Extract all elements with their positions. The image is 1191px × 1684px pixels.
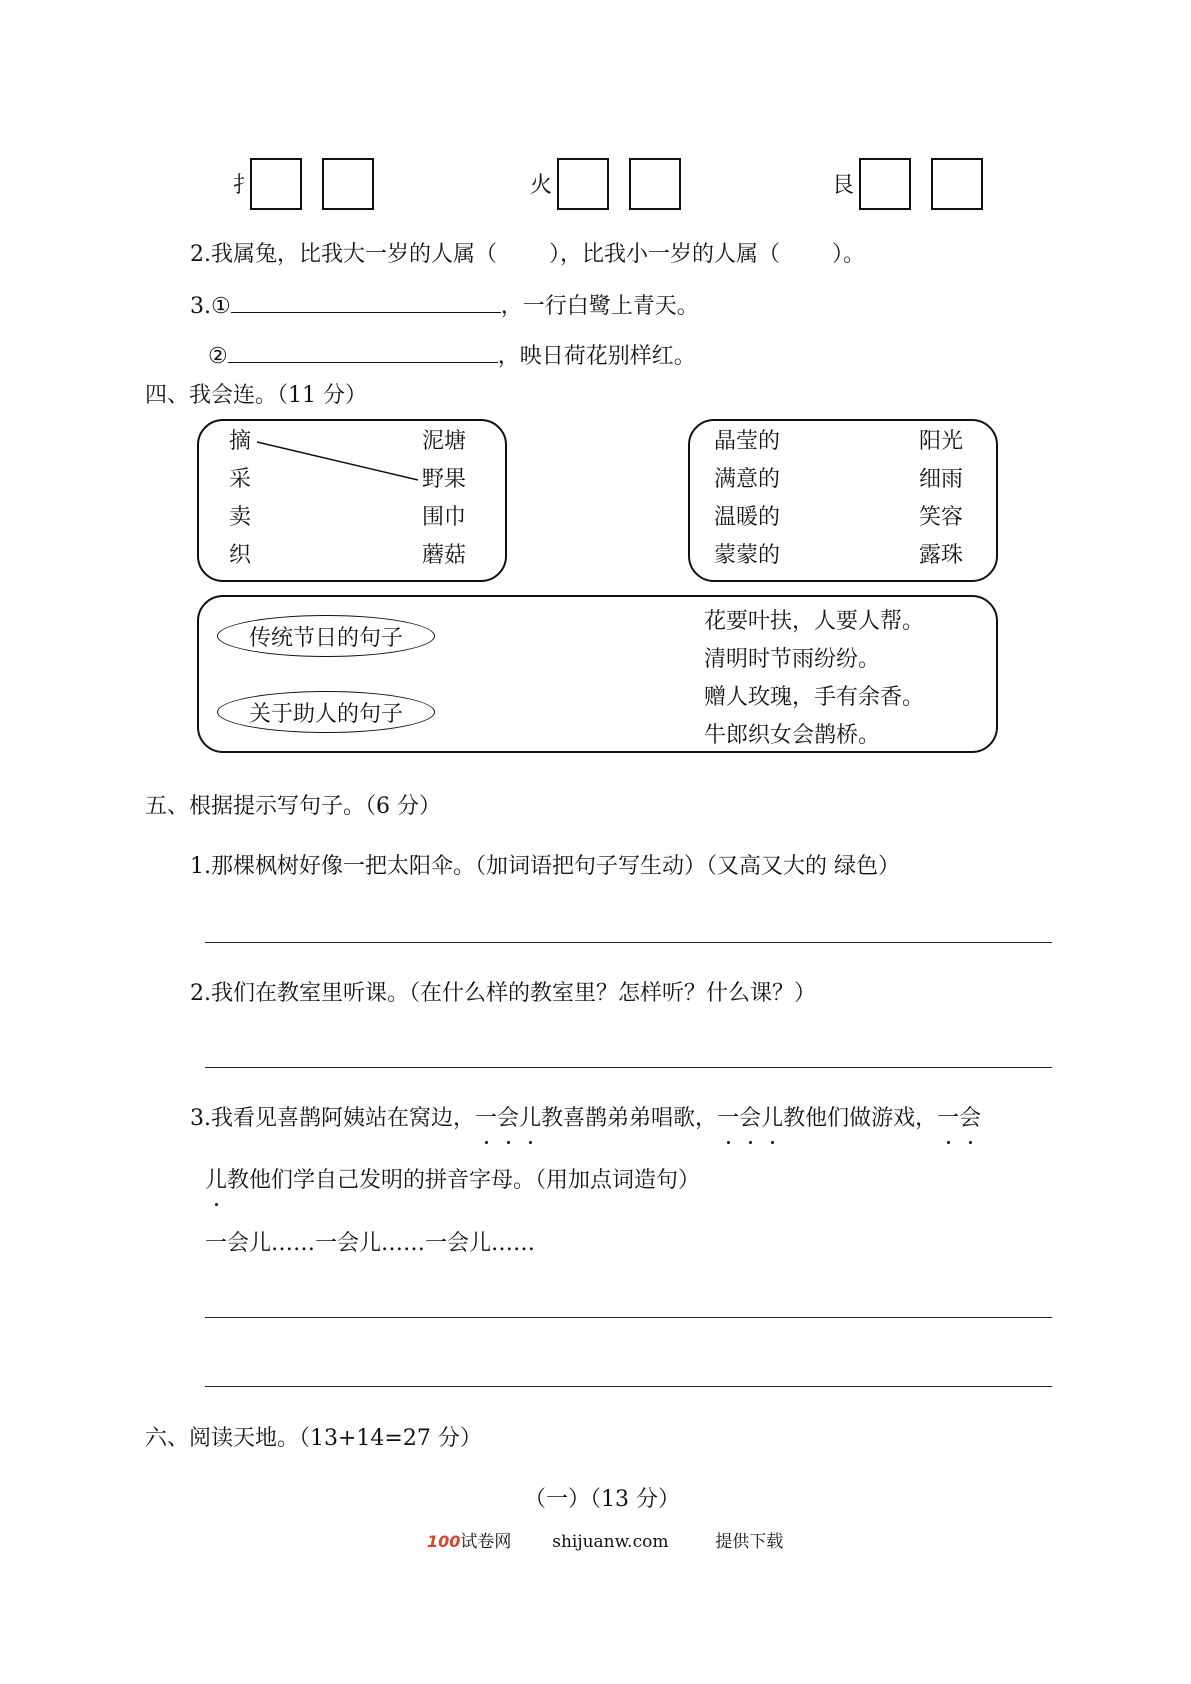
answer-box[interactable]	[250, 158, 302, 210]
answer-line[interactable]	[205, 1067, 1052, 1068]
match-right-item[interactable]: 野果	[422, 467, 467, 492]
dotted-word: 一会儿	[475, 1106, 541, 1131]
example-connecting-line	[199, 421, 509, 584]
match-right-item[interactable]: 细雨	[919, 467, 964, 492]
dotted-word: 儿	[205, 1166, 227, 1196]
section-5-q1: 1.那棵枫树好像一把太阳伞。（加词语把句子写生动）（又高又大的 绿色）	[190, 854, 900, 879]
q2-text-3: ）。	[832, 242, 866, 267]
match-left-item[interactable]: 温暖的	[714, 505, 781, 530]
section-5-q3-line-1	[190, 1104, 981, 1134]
site-url[interactable]: shijuanw.com	[552, 1532, 669, 1552]
match-left-item[interactable]: 摘	[229, 429, 252, 454]
match-right-item[interactable]: 围巾	[422, 505, 467, 530]
section-5-title: 五、根据提示写句子。（6 分）	[145, 794, 441, 819]
match-left-item[interactable]: 蒙蒙的	[714, 543, 781, 568]
footer-note: 提供下载	[715, 1532, 784, 1552]
answer-box[interactable]	[322, 158, 374, 210]
category-label: 关于助人的句子	[248, 701, 403, 727]
answer-box[interactable]	[629, 158, 681, 210]
section-6-title: 六、阅读天地。（13+14=27 分）	[145, 1426, 482, 1451]
dotted-word: 一会	[937, 1106, 981, 1131]
match-left-item[interactable]: 晶莹的	[714, 429, 781, 454]
match-left-item[interactable]: 采	[229, 467, 252, 492]
match-right-item[interactable]: 阳光	[919, 429, 964, 454]
category-label: 传统节日的句子	[248, 625, 403, 651]
match-left-item[interactable]: 卖	[229, 505, 252, 530]
q3-text: 教他们学自己发明的拼音字母。（用加点词造句）	[227, 1168, 701, 1193]
match-box-2	[688, 419, 998, 582]
q3-prefix-2: ②	[208, 344, 228, 369]
match-left-item[interactable]: 织	[229, 543, 252, 568]
site-logo: 100	[427, 1532, 461, 1551]
question-2	[190, 240, 865, 270]
q3-prefix-1: 3.①	[190, 294, 231, 319]
radical-1: 扌	[233, 173, 256, 198]
question-3-line-2	[208, 340, 696, 372]
radical-2: 火	[530, 173, 553, 198]
match-right-item[interactable]: 蘑菇	[422, 543, 467, 568]
q3-suffix-1: ，一行白鹭上青天。	[500, 294, 699, 319]
sentence-pattern: 一会儿……一会儿……一会儿……	[205, 1231, 536, 1256]
match-box-3	[197, 595, 998, 753]
section-5-q3-line-2	[205, 1166, 700, 1196]
section-6-subtitle: （一）（13 分）	[524, 1487, 680, 1512]
match-right-item[interactable]: 笑容	[919, 505, 964, 530]
sentence-item[interactable]: 清明时节雨纷纷。	[704, 647, 881, 672]
answer-box[interactable]	[557, 158, 609, 210]
sentence-item[interactable]: 牛郎织女会鹊桥。	[704, 723, 881, 748]
dotted-word: 一会儿	[717, 1106, 783, 1131]
site-name: 试卷网	[460, 1532, 512, 1552]
category-oval[interactable]	[217, 691, 435, 733]
q3-text: 教他们做游戏，	[783, 1106, 938, 1131]
q3-blank-1[interactable]	[231, 290, 501, 313]
match-right-item[interactable]: 露珠	[919, 543, 964, 568]
q3-text: 教喜鹊弟弟唱歌，	[541, 1106, 718, 1131]
q3-blank-2[interactable]	[228, 340, 498, 363]
match-box-1	[197, 419, 507, 582]
match-right-item[interactable]: 泥塘	[422, 429, 467, 454]
footer	[427, 1527, 783, 1552]
answer-line[interactable]	[205, 1317, 1052, 1318]
q2-text-1: 2.我属兔，比我大一岁的人属（	[190, 242, 497, 267]
section-4-title: 四、我会连。（11 分）	[145, 383, 367, 408]
answer-box[interactable]	[859, 158, 911, 210]
section-5-q2: 2.我们在教室里听课。（在什么样的教室里？怎样听？什么课？）	[190, 981, 816, 1006]
sentence-item[interactable]: 赠人玫瑰，手有余香。	[704, 685, 925, 710]
q3-suffix-2: ，映日荷花别样红。	[497, 344, 696, 369]
match-left-item[interactable]: 满意的	[714, 467, 781, 492]
q3-text: 3.我看见喜鹊阿姨站在窝边，	[190, 1106, 475, 1131]
sentence-item[interactable]: 花要叶扶，人要人帮。	[704, 609, 925, 634]
answer-box[interactable]	[931, 158, 983, 210]
answer-line[interactable]	[205, 1386, 1052, 1387]
radical-3: 艮	[832, 173, 855, 198]
question-3-line-1	[190, 290, 699, 322]
q2-text-2: ），比我小一岁的人属（	[549, 242, 781, 267]
category-oval[interactable]	[217, 615, 435, 657]
answer-line[interactable]	[205, 942, 1052, 943]
